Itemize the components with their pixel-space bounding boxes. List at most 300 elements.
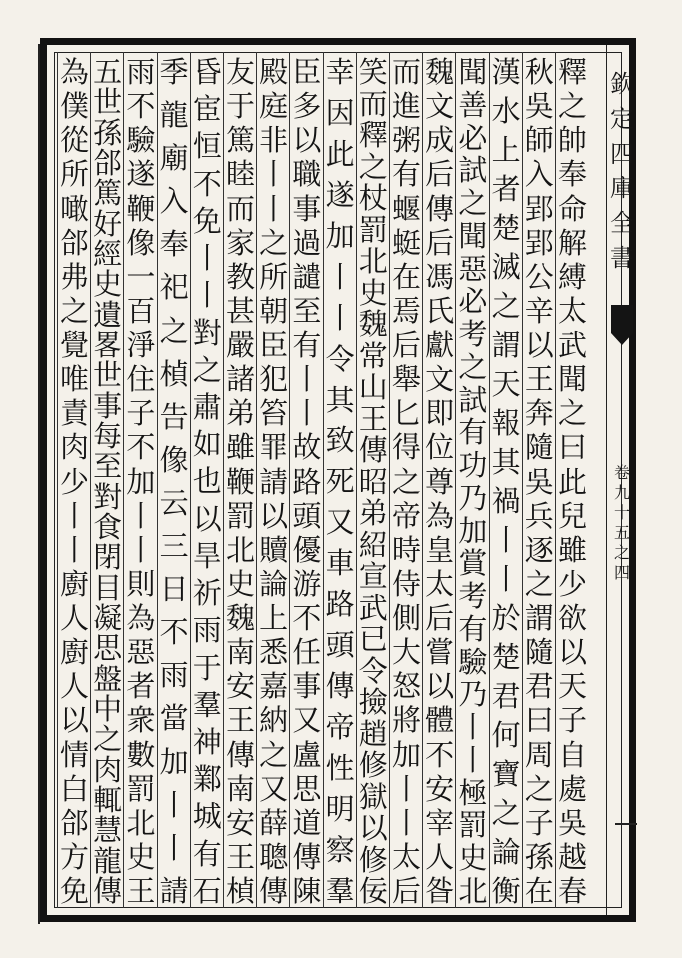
glyph: 上 — [259, 601, 289, 635]
text-column — [124, 55, 157, 908]
glyph: 越 — [557, 839, 587, 874]
glyph: 又 — [259, 771, 289, 806]
glyph: 事 — [292, 191, 322, 226]
glyph: 雨 — [192, 613, 222, 648]
margin-tick-mark — [615, 823, 637, 825]
glyph: 于 — [192, 650, 222, 685]
glyph: 非 — [259, 123, 289, 158]
glyph: 食 — [93, 509, 123, 544]
glyph: 悉 — [259, 635, 289, 670]
glyph: 楨 — [225, 874, 255, 908]
glyph: 王 — [225, 839, 255, 874]
text-column — [490, 55, 523, 908]
glyph: 任 — [292, 635, 322, 670]
margin-volume-char: 之 — [613, 543, 630, 562]
glyph: 體 — [425, 703, 455, 738]
margin-title-char: 定 — [610, 104, 634, 133]
glyph: 教 — [225, 259, 255, 294]
glyph: 北 — [225, 532, 255, 567]
glyph: 路 — [292, 464, 322, 499]
glyph: 車 — [325, 546, 355, 581]
glyph: 不 — [126, 89, 156, 124]
glyph: 明 — [325, 791, 355, 826]
glyph: 王 — [358, 401, 388, 436]
glyph: 之 — [59, 293, 89, 328]
glyph: 釋 — [557, 55, 587, 89]
glyph: 史 — [358, 275, 388, 310]
glyph: 曰 — [524, 703, 554, 738]
glyph: 吳 — [524, 464, 554, 499]
text-column — [324, 55, 357, 908]
margin-title-char: 全 — [610, 209, 634, 238]
glyph: 獻 — [425, 328, 455, 362]
glyph: 遂 — [126, 157, 156, 192]
glyph: 目 — [93, 570, 123, 605]
glyph: 聞 — [458, 55, 488, 89]
margin-book-title — [607, 67, 637, 276]
glyph: 之 — [259, 737, 289, 772]
glyph: 史 — [225, 566, 255, 601]
glyph: 當 — [159, 701, 189, 736]
glyph: 弟 — [358, 496, 388, 530]
glyph: 世 — [93, 358, 123, 393]
text-column — [456, 55, 489, 908]
glyph: 罰 — [358, 212, 388, 247]
glyph: 情 — [59, 737, 89, 772]
glyph: 頭 — [292, 498, 322, 533]
glyph: 陳 — [292, 874, 322, 908]
glyph: 水 — [491, 94, 521, 128]
glyph: 致 — [325, 423, 355, 458]
glyph: 自 — [557, 737, 587, 772]
glyph: 盧 — [292, 737, 322, 772]
glyph: 犯 — [259, 362, 289, 397]
glyph: 北 — [358, 244, 388, 278]
glyph: 在 — [524, 874, 554, 908]
glyph: 之 — [93, 722, 123, 757]
glyph: 以 — [425, 669, 455, 704]
glyph: 也 — [192, 464, 222, 499]
glyph: 進 — [391, 89, 421, 124]
glyph: 罰 — [126, 771, 156, 806]
glyph: 輒 — [93, 782, 123, 817]
glyph: 人 — [425, 839, 455, 874]
glyph: 者 — [126, 669, 156, 704]
glyph: 之 — [391, 464, 421, 499]
glyph: 此 — [325, 136, 355, 171]
glyph: 修 — [358, 842, 388, 877]
glyph: 笞 — [259, 396, 289, 431]
glyph: 解 — [557, 225, 587, 260]
glyph: 方 — [59, 839, 89, 874]
glyph: 以 — [524, 328, 554, 362]
glyph: 郢 — [524, 225, 554, 260]
glyph: 周 — [524, 737, 554, 772]
glyph: 石 — [192, 873, 222, 908]
glyph: 命 — [557, 191, 587, 226]
glyph: 以 — [192, 501, 222, 536]
glyph: 傳 — [93, 873, 123, 908]
glyph: 篤 — [93, 176, 123, 211]
glyph: 入 — [159, 184, 189, 219]
glyph: 傳 — [292, 839, 322, 874]
glyph: 粥 — [391, 123, 421, 158]
glyph: 王 — [126, 874, 156, 908]
glyph: 之 — [192, 352, 222, 387]
glyph: 嘉 — [259, 669, 289, 704]
glyph: 后 — [391, 874, 421, 908]
glyph: 像 — [126, 225, 156, 260]
glyph: 五 — [93, 55, 123, 89]
glyph: 加 — [159, 744, 189, 779]
glyph: 慧 — [93, 813, 123, 848]
glyph: 免 — [59, 874, 89, 908]
glyph: 丨 — [491, 562, 521, 596]
glyph: 辛 — [524, 293, 554, 328]
glyph: 焉 — [391, 293, 421, 328]
glyph: 天 — [557, 669, 587, 704]
glyph: 氏 — [425, 293, 455, 328]
glyph: 不 — [126, 430, 156, 465]
glyph: 匕 — [391, 396, 421, 431]
glyph: 聞 — [557, 362, 587, 397]
glyph: 者 — [491, 172, 521, 206]
glyph: 必 — [458, 120, 488, 155]
glyph: 人 — [59, 601, 89, 635]
glyph: 試 — [458, 153, 488, 188]
glyph: 其 — [491, 445, 521, 479]
glyph: 故 — [292, 430, 322, 465]
glyph: 又 — [292, 703, 322, 738]
glyph: 考 — [458, 579, 488, 613]
glyph: 魏 — [358, 307, 388, 341]
glyph: 丨 — [192, 278, 222, 313]
glyph: 一 — [126, 259, 156, 294]
text-column — [224, 55, 257, 908]
glyph: 丨 — [325, 300, 355, 335]
glyph: 孫 — [524, 839, 554, 874]
glyph: 所 — [59, 157, 89, 192]
glyph: 善 — [458, 87, 488, 122]
column-rule — [57, 52, 58, 908]
glyph: 武 — [358, 590, 388, 625]
glyph: 對 — [93, 479, 123, 514]
glyph: 聞 — [458, 218, 488, 253]
glyph: 睦 — [225, 157, 255, 192]
glyph: 丨 — [458, 710, 488, 744]
glyph: 時 — [391, 532, 421, 567]
glyph: 史 — [126, 839, 156, 874]
glyph: 罰 — [458, 808, 488, 843]
glyph: 中 — [93, 691, 123, 726]
glyph: 祈 — [192, 576, 222, 611]
glyph: 佞 — [358, 874, 388, 908]
glyph: 臣 — [259, 328, 289, 362]
glyph: 曰 — [557, 430, 587, 465]
glyph: 盤 — [93, 661, 123, 696]
glyph: 之 — [358, 149, 388, 184]
glyph: 惡 — [126, 635, 156, 670]
glyph: 天 — [491, 367, 521, 401]
glyph: 加 — [458, 513, 488, 548]
glyph: 在 — [391, 259, 421, 294]
glyph: 丨 — [59, 532, 89, 567]
glyph: 思 — [292, 771, 322, 806]
glyph: 鞭 — [225, 464, 255, 499]
margin-volume-char: 五 — [613, 523, 630, 542]
margin-title-char: 書 — [610, 243, 634, 272]
glyph: 不 — [292, 601, 322, 635]
glyph: 旱 — [192, 538, 222, 573]
glyph: 道 — [292, 805, 322, 840]
glyph: 帥 — [557, 123, 587, 158]
text-column — [58, 55, 91, 908]
glyph: 臣 — [292, 55, 322, 89]
glyph: 責 — [59, 396, 89, 431]
glyph: 季 — [159, 55, 189, 89]
glyph: 謂 — [524, 601, 554, 635]
glyph: 神 — [192, 724, 222, 759]
glyph: 以 — [59, 703, 89, 738]
glyph: 雖 — [557, 532, 587, 567]
glyph: 有 — [292, 328, 322, 362]
glyph: 噉 — [59, 191, 89, 226]
glyph: 丨 — [192, 241, 222, 276]
glyph: 乃 — [458, 480, 488, 515]
glyph: 路 — [325, 587, 355, 622]
glyph: 何 — [491, 718, 521, 752]
glyph: 君 — [524, 669, 554, 704]
glyph: 以 — [292, 123, 322, 158]
glyph: 羣 — [192, 687, 222, 722]
glyph: 廚 — [59, 635, 89, 670]
glyph: 納 — [259, 703, 289, 738]
glyph: 蝘 — [391, 191, 421, 226]
glyph: 丨 — [458, 742, 488, 777]
glyph: 以 — [358, 811, 388, 845]
glyph: 縛 — [557, 259, 587, 294]
glyph: 楨 — [159, 356, 189, 391]
glyph: 丨 — [391, 805, 421, 840]
glyph: 經 — [93, 236, 123, 271]
glyph: 游 — [292, 566, 322, 601]
glyph: 友 — [225, 55, 255, 89]
text-column — [257, 55, 290, 908]
glyph: 驗 — [126, 123, 156, 158]
glyph: 皇 — [425, 532, 455, 567]
glyph: 試 — [458, 382, 488, 417]
text-column — [290, 55, 323, 908]
glyph: 加 — [391, 737, 421, 772]
glyph: 昏 — [192, 55, 222, 89]
glyph: 衡 — [491, 874, 521, 908]
glyph: 宣 — [358, 559, 388, 593]
glyph: 頭 — [325, 628, 355, 663]
glyph: 之 — [458, 186, 488, 220]
glyph: 云 — [159, 485, 189, 520]
glyph: 廚 — [59, 566, 89, 601]
glyph: 太 — [425, 566, 455, 601]
glyph: 丨 — [325, 259, 355, 294]
glyph: 安 — [225, 805, 255, 840]
glyph: 日 — [159, 572, 189, 607]
glyph: 南 — [225, 635, 255, 670]
glyph: 之 — [491, 289, 521, 323]
glyph: 死 — [325, 464, 355, 499]
glyph: 有 — [391, 157, 421, 192]
glyph: 而 — [225, 191, 255, 226]
glyph: 紹 — [358, 527, 388, 562]
glyph: 昝 — [425, 874, 455, 908]
glyph: 衆 — [126, 703, 156, 738]
glyph: 史 — [93, 267, 123, 302]
glyph: 尊 — [425, 464, 455, 499]
glyph: 楚 — [491, 211, 521, 245]
glyph: 北 — [126, 805, 156, 840]
margin-volume-char: 十 — [613, 503, 630, 522]
glyph: 羣 — [325, 873, 355, 908]
glyph: 幸 — [325, 55, 355, 89]
glyph: 楚 — [491, 640, 521, 674]
glyph: 所 — [259, 259, 289, 294]
glyph: 雨 — [159, 658, 189, 693]
glyph: 秋 — [524, 55, 554, 89]
glyph: 已 — [358, 622, 388, 656]
glyph: 蜓 — [391, 225, 421, 260]
margin-volume-char: 九 — [613, 483, 630, 502]
glyph: 朝 — [259, 293, 289, 328]
glyph: 馮 — [425, 259, 455, 294]
glyph: 將 — [391, 703, 421, 738]
glyph: 諸 — [225, 362, 255, 397]
glyph: 少 — [557, 566, 587, 601]
glyph: 事 — [93, 388, 123, 423]
glyph: 薛 — [259, 805, 289, 840]
glyph: 南 — [225, 771, 255, 806]
glyph: 隨 — [524, 430, 554, 465]
glyph: 丨 — [391, 771, 421, 806]
glyph: 論 — [491, 835, 521, 869]
margin-volume-char: 卷 — [613, 463, 630, 482]
glyph: 對 — [192, 315, 222, 350]
glyph: 魏 — [225, 601, 255, 635]
glyph: 宰 — [425, 805, 455, 840]
glyph: 好 — [93, 206, 123, 241]
glyph: 武 — [557, 328, 587, 362]
glyph: 為 — [425, 498, 455, 533]
glyph: 王 — [524, 362, 554, 397]
glyph: 聰 — [259, 839, 289, 874]
glyph: 察 — [325, 832, 355, 867]
glyph: 成 — [425, 123, 455, 158]
glyph: 后 — [391, 328, 421, 362]
glyph: 丨 — [259, 157, 289, 192]
glyph: 兵 — [524, 498, 554, 533]
glyph: 過 — [292, 225, 322, 260]
glyph: 為 — [59, 55, 89, 89]
glyph: 魏 — [425, 55, 455, 89]
glyph: 禍 — [491, 484, 521, 518]
glyph: 不 — [192, 166, 222, 201]
glyph: 免 — [192, 203, 222, 238]
glyph: 告 — [159, 399, 189, 434]
glyph: 驗 — [458, 644, 488, 679]
glyph: 龍 — [159, 98, 189, 133]
glyph: 淨 — [126, 328, 156, 362]
glyph: 鄴 — [192, 762, 222, 797]
glyph: 丨 — [491, 523, 521, 557]
glyph: 之 — [491, 796, 521, 830]
glyph: 之 — [458, 349, 488, 384]
glyph: 殿 — [259, 55, 289, 89]
glyph: 少 — [59, 464, 89, 499]
glyph: 廟 — [159, 141, 189, 176]
glyph: 師 — [524, 123, 554, 158]
glyph: 郢 — [524, 191, 554, 226]
glyph: 文 — [425, 89, 455, 124]
glyph: 奉 — [557, 157, 587, 192]
glyph: 如 — [192, 427, 222, 462]
glyph: 即 — [425, 396, 455, 431]
glyph: 閉 — [93, 540, 123, 575]
glyph: 安 — [225, 669, 255, 704]
glyph: 笑 — [358, 55, 388, 89]
glyph: 覺 — [59, 328, 89, 362]
glyph: 不 — [159, 615, 189, 650]
glyph: 僕 — [59, 89, 89, 124]
glyph: 于 — [225, 89, 255, 124]
glyph: 性 — [325, 750, 355, 785]
glyph: 丨 — [126, 498, 156, 533]
glyph: 則 — [126, 566, 156, 601]
glyph: 凝 — [93, 600, 123, 635]
glyph: 事 — [292, 669, 322, 704]
glyph: 文 — [425, 362, 455, 397]
glyph: 令 — [325, 341, 355, 376]
glyph: 人 — [59, 669, 89, 704]
glyph: 甚 — [225, 293, 255, 328]
glyph: 世 — [93, 85, 123, 120]
glyph: 傳 — [259, 874, 289, 908]
glyph: 公 — [524, 259, 554, 294]
text-column — [191, 55, 224, 908]
glyph: 太 — [391, 839, 421, 874]
glyph: 極 — [458, 775, 488, 810]
glyph: 數 — [126, 737, 156, 772]
glyph: 弟 — [225, 396, 255, 431]
glyph: 為 — [126, 601, 156, 635]
glyph: 報 — [491, 406, 521, 440]
glyph: 雨 — [126, 55, 156, 89]
glyph: 寶 — [491, 757, 521, 791]
fish-tail-mark-icon — [611, 305, 633, 345]
glyph: 之 — [557, 396, 587, 431]
glyph: 城 — [192, 799, 222, 834]
glyph: 思 — [93, 631, 123, 666]
glyph: 北 — [458, 873, 488, 908]
glyph: 嘗 — [425, 635, 455, 670]
glyph: 罪 — [259, 430, 289, 465]
glyph: 吳 — [557, 805, 587, 840]
glyph: 之 — [159, 313, 189, 348]
glyph: 上 — [491, 133, 521, 167]
glyph: 篤 — [225, 123, 255, 158]
glyph: 請 — [159, 873, 189, 908]
glyph: 滅 — [491, 250, 521, 284]
glyph: 弗 — [59, 259, 89, 294]
glyph: 側 — [391, 601, 421, 635]
glyph: 隨 — [524, 635, 554, 670]
